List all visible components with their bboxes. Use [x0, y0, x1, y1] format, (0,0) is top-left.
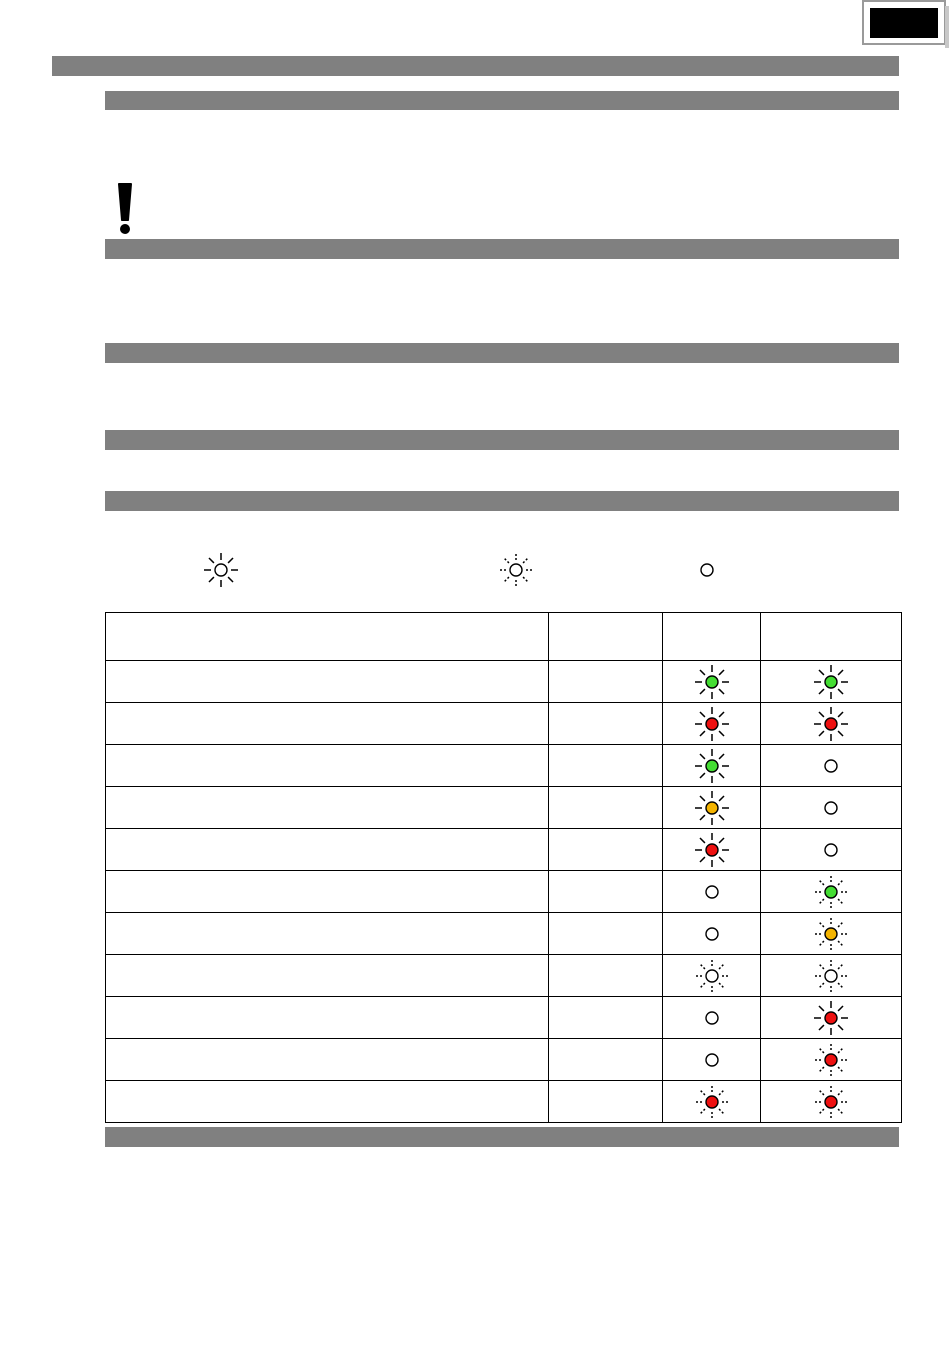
status-note-cell	[549, 661, 663, 703]
led1-cell	[663, 703, 761, 745]
led-on-icon	[812, 999, 850, 1037]
led-blinking-icon	[693, 957, 731, 995]
led1-cell	[663, 787, 761, 829]
led-on-icon	[812, 663, 850, 701]
table-row	[106, 955, 902, 997]
led-blinking-icon	[812, 873, 850, 911]
status-description-cell	[106, 661, 549, 703]
led-off-icon	[702, 1008, 722, 1028]
status-note-cell	[549, 913, 663, 955]
table-row	[106, 871, 902, 913]
led-on-icon	[693, 789, 731, 827]
section-bar	[105, 1127, 899, 1147]
status-note-cell	[549, 703, 663, 745]
table-row	[106, 661, 902, 703]
table-row	[106, 913, 902, 955]
status-description-cell	[106, 913, 549, 955]
led1-cell	[663, 955, 761, 997]
led1-cell	[663, 871, 761, 913]
status-description-cell	[106, 955, 549, 997]
status-note-cell	[549, 787, 663, 829]
language-tab-box	[870, 8, 938, 38]
led-blinking-icon	[812, 1041, 850, 1079]
status-description-cell	[106, 787, 549, 829]
table-row	[106, 1081, 902, 1123]
status-note-cell	[549, 997, 663, 1039]
led-off-icon	[821, 798, 841, 818]
section-bar	[105, 239, 899, 259]
led-blinking-icon	[693, 1083, 731, 1121]
status-description-cell	[106, 871, 549, 913]
led-blinking-icon	[812, 1083, 850, 1121]
table-row	[106, 745, 902, 787]
table-row	[106, 787, 902, 829]
section-bar	[105, 430, 899, 450]
led2-cell	[761, 829, 902, 871]
led-on-icon	[202, 551, 240, 589]
status-description-cell	[106, 703, 549, 745]
led-blinking-icon	[497, 551, 535, 589]
status-description-cell	[106, 745, 549, 787]
status-description-cell	[106, 829, 549, 871]
led2-cell	[761, 913, 902, 955]
led2-cell	[761, 1039, 902, 1081]
led2-cell	[761, 1081, 902, 1123]
table-row	[106, 703, 902, 745]
led-blinking-icon	[812, 915, 850, 953]
led1-cell	[663, 1081, 761, 1123]
table-header-row	[106, 613, 902, 661]
status-note-cell	[549, 1039, 663, 1081]
column-header-led2	[761, 613, 902, 661]
table-row	[106, 997, 902, 1039]
led-off-icon	[821, 756, 841, 776]
led1-cell	[663, 661, 761, 703]
column-header-led1	[663, 613, 761, 661]
table-row	[106, 1039, 902, 1081]
led-on-icon	[693, 747, 731, 785]
status-note-cell	[549, 955, 663, 997]
led2-cell	[761, 703, 902, 745]
exclamation-icon	[113, 180, 137, 236]
led-status-table	[105, 612, 902, 1123]
led-blinking-icon	[812, 957, 850, 995]
led1-cell	[663, 913, 761, 955]
table-row	[106, 829, 902, 871]
led2-cell	[761, 745, 902, 787]
legend-led-blinking-icon	[497, 551, 535, 594]
led-off-icon	[821, 840, 841, 860]
led-off-icon	[702, 882, 722, 902]
led-off-icon	[702, 924, 722, 944]
section-bar	[105, 343, 899, 363]
language-tab-shadow	[945, 6, 949, 48]
status-note-cell	[549, 1081, 663, 1123]
led2-cell	[761, 997, 902, 1039]
led2-cell	[761, 955, 902, 997]
status-description-cell	[106, 1039, 549, 1081]
led1-cell	[663, 829, 761, 871]
led2-cell	[761, 871, 902, 913]
section-bar	[105, 91, 899, 110]
column-header-note	[549, 613, 663, 661]
chapter-header-bar	[52, 56, 899, 76]
led-on-icon	[693, 705, 731, 743]
status-description-cell	[106, 997, 549, 1039]
led1-cell	[663, 745, 761, 787]
legend-led-off-icon	[697, 560, 717, 585]
status-note-cell	[549, 745, 663, 787]
led-on-icon	[693, 831, 731, 869]
led-on-icon	[693, 663, 731, 701]
led1-cell	[663, 1039, 761, 1081]
status-description-cell	[106, 1081, 549, 1123]
status-note-cell	[549, 829, 663, 871]
led2-cell	[761, 787, 902, 829]
led-on-icon	[812, 705, 850, 743]
led1-cell	[663, 997, 761, 1039]
led2-cell	[761, 661, 902, 703]
language-tab	[862, 0, 946, 45]
column-header-status	[106, 613, 549, 661]
section-bar	[105, 491, 899, 511]
legend-led-on-icon	[202, 551, 240, 594]
led-off-icon	[697, 560, 717, 580]
status-note-cell	[549, 871, 663, 913]
led-off-icon	[702, 1050, 722, 1070]
